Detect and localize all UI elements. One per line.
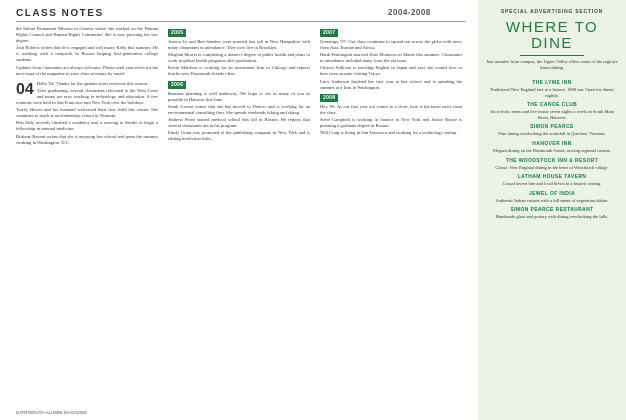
venue-name: HANOVER INN [532, 140, 572, 147]
paragraph: Kevin Mattison is working for an investment firm in Chicago and reports that he sees Dartmouth friends often. [168, 65, 310, 77]
venue-description: Traditional New England fare in a historic 1809 inn. Open for dinner nightly. [489, 87, 615, 98]
class-year-tag: 2007 [320, 29, 338, 37]
venue-item [486, 80, 618, 98]
section-title: CLASS NOTES [16, 8, 104, 19]
class-year-tag: 2006 [168, 81, 186, 89]
paragraph: Hank Pennington married Kate Montross in Maine this summer. Classmates in attendance included many from the ski team. [320, 52, 462, 64]
venue-name: THE WOODSTOCK INN & RESORT [505, 157, 599, 164]
sidebar-divider [520, 55, 584, 56]
paragraph: Sarah Gorton writes that she has moved to Denver and is working for an environmental consulting firm. She spends weekends hiking and skiing. [168, 103, 310, 115]
venue-description: Fine dining overlooking the waterfall in Quechee, Vermont. [498, 131, 606, 137]
class-year-number: 04 [16, 80, 34, 98]
column-2 [168, 26, 310, 408]
venue-item [486, 174, 618, 187]
sidebar-title-line: DINE [531, 35, 573, 52]
venue-name: THE CANOE CLUB [526, 102, 578, 109]
sidebar-intro: Just minutes from campus, the Upper Valley offers some of the region's finest dining. [486, 59, 618, 70]
venue-list [486, 80, 618, 416]
paragraph: Emily Grant was promoted at her publishing company in New York and is editing nonfiction titles. [168, 130, 310, 142]
paragraph: Will Craig is living in San Francisco and working for a technology startup. [320, 130, 458, 136]
venue-description: Classic New England dining in the heart of Woodstock village. [495, 164, 609, 170]
venue-description: Authentic Indian cuisine with a full menu of vegetarian dishes. [495, 197, 609, 203]
sidebar-kicker: SPECIAL ADVERTISING SECTION [500, 9, 604, 15]
paragraph: Reunion planning is well underway. We hope to see as many of you as possible in Hanover this June. [168, 90, 310, 102]
venue-item [486, 141, 618, 154]
paragraph: After graduating, several classmates relocated to the West Coast and many are now working in technology and education. A few reunions were held in San Francisco and New York over the holidays. [16, 87, 158, 106]
venue-item [486, 124, 618, 137]
venue-item [486, 207, 618, 220]
venue-name: JEWEL OF INDIA [528, 190, 576, 197]
venue-description: Casual tavern fare and local brews in a historic setting. [502, 181, 602, 187]
class-year-tag: 2008 [320, 94, 338, 102]
venue-description: Elegant dining on the Dartmouth Green, serving regional cuisine. [493, 147, 611, 153]
header-divider [16, 21, 466, 22]
venue-name: SIMON PEARCE RESTAURANT [510, 207, 594, 214]
paragraph: Hello '04. Thanks for the updates from everyone this season. [36, 80, 149, 86]
paragraph: Meghan Morris is completing a master's degree in public health and plans to work in global health programs after graduation. [168, 52, 310, 64]
class-year-tag: 2005 [168, 29, 186, 37]
venue-name: THE LYME INN [532, 80, 572, 86]
sidebar-title-line: WHERE TO [505, 19, 599, 36]
paragraph: Greetings, '07. Our class continues to spread out across the globe with news from Asia, Europe and Africa. [320, 39, 462, 51]
paragraph: Chrissy Sullivan is teaching English in Japan and says she would love to hear from anyone visiting Tokyo. [320, 65, 462, 77]
venue-name: SIMON PEARCE [530, 124, 574, 131]
paragraph: Lucy Anderson finished her first year at law school and is spending the summer at a firm in Washington. [320, 78, 462, 90]
column-1 [16, 26, 158, 408]
column-3 [320, 26, 462, 408]
venue-item [486, 191, 618, 204]
venue-item [486, 158, 618, 171]
paragraph: Jessica Lu and Ben Sanders were married last fall in New Hampshire with many classmates in attendance. They now live in Brooklyn. [168, 39, 310, 51]
paragraph: Torrey Hewes and her husband welcomed their first child this winter. She continues to teach at an elementary school in Vermont. [16, 107, 158, 119]
paragraph: Bob Daly recently finished a residency and is moving to Seattle to begin a fellowship in internal medicine. [16, 120, 158, 132]
class-years: 2004-2008 [388, 8, 431, 17]
paragraph: Brittany Bassett writes that she is enjoying law school and spent the summer working in Washington, D.C. [16, 133, 158, 145]
paragraph: Steve Campbell is working in finance in New York and Jackie Moore is pursuing a graduate degree in Boston. [320, 116, 462, 129]
venue-description: Handmade glass and pottery with dining overlooking the falls. [495, 214, 609, 220]
venue-item [486, 102, 618, 120]
venue-description: An eclectic menu and live music seven nights a week on South Main Street, Hanover. [490, 109, 614, 120]
paragraph: the Italian Permanent Mission in Geneva where she worked on the Human Rights Council and Human Rights Committee. She is now pursuing her law degree. [16, 26, 158, 44]
paragraph: Andrew Perez started medical school this fall in Boston. He reports that several classmates are in his program. [168, 116, 310, 129]
paragraph: Josh Roberts writes that he is engaged and will marry Kelly this summer. He is working with a nonprofit in Boston helping first-generation college students. [16, 45, 158, 63]
sidebar-title [478, 20, 626, 52]
paragraph: Updates from classmates are always welcome. Please send your news for the next issue of the magazine to your class secretary by email. [16, 64, 158, 76]
paragraph: Hey '08. As our first year out comes to a close, here is the latest news from the class. [320, 103, 462, 115]
venue-name: LATHAM HOUSE TAVERN [517, 174, 587, 181]
page-footer: DARTMOUTH ALUMNI MAGAZINE [16, 410, 88, 415]
